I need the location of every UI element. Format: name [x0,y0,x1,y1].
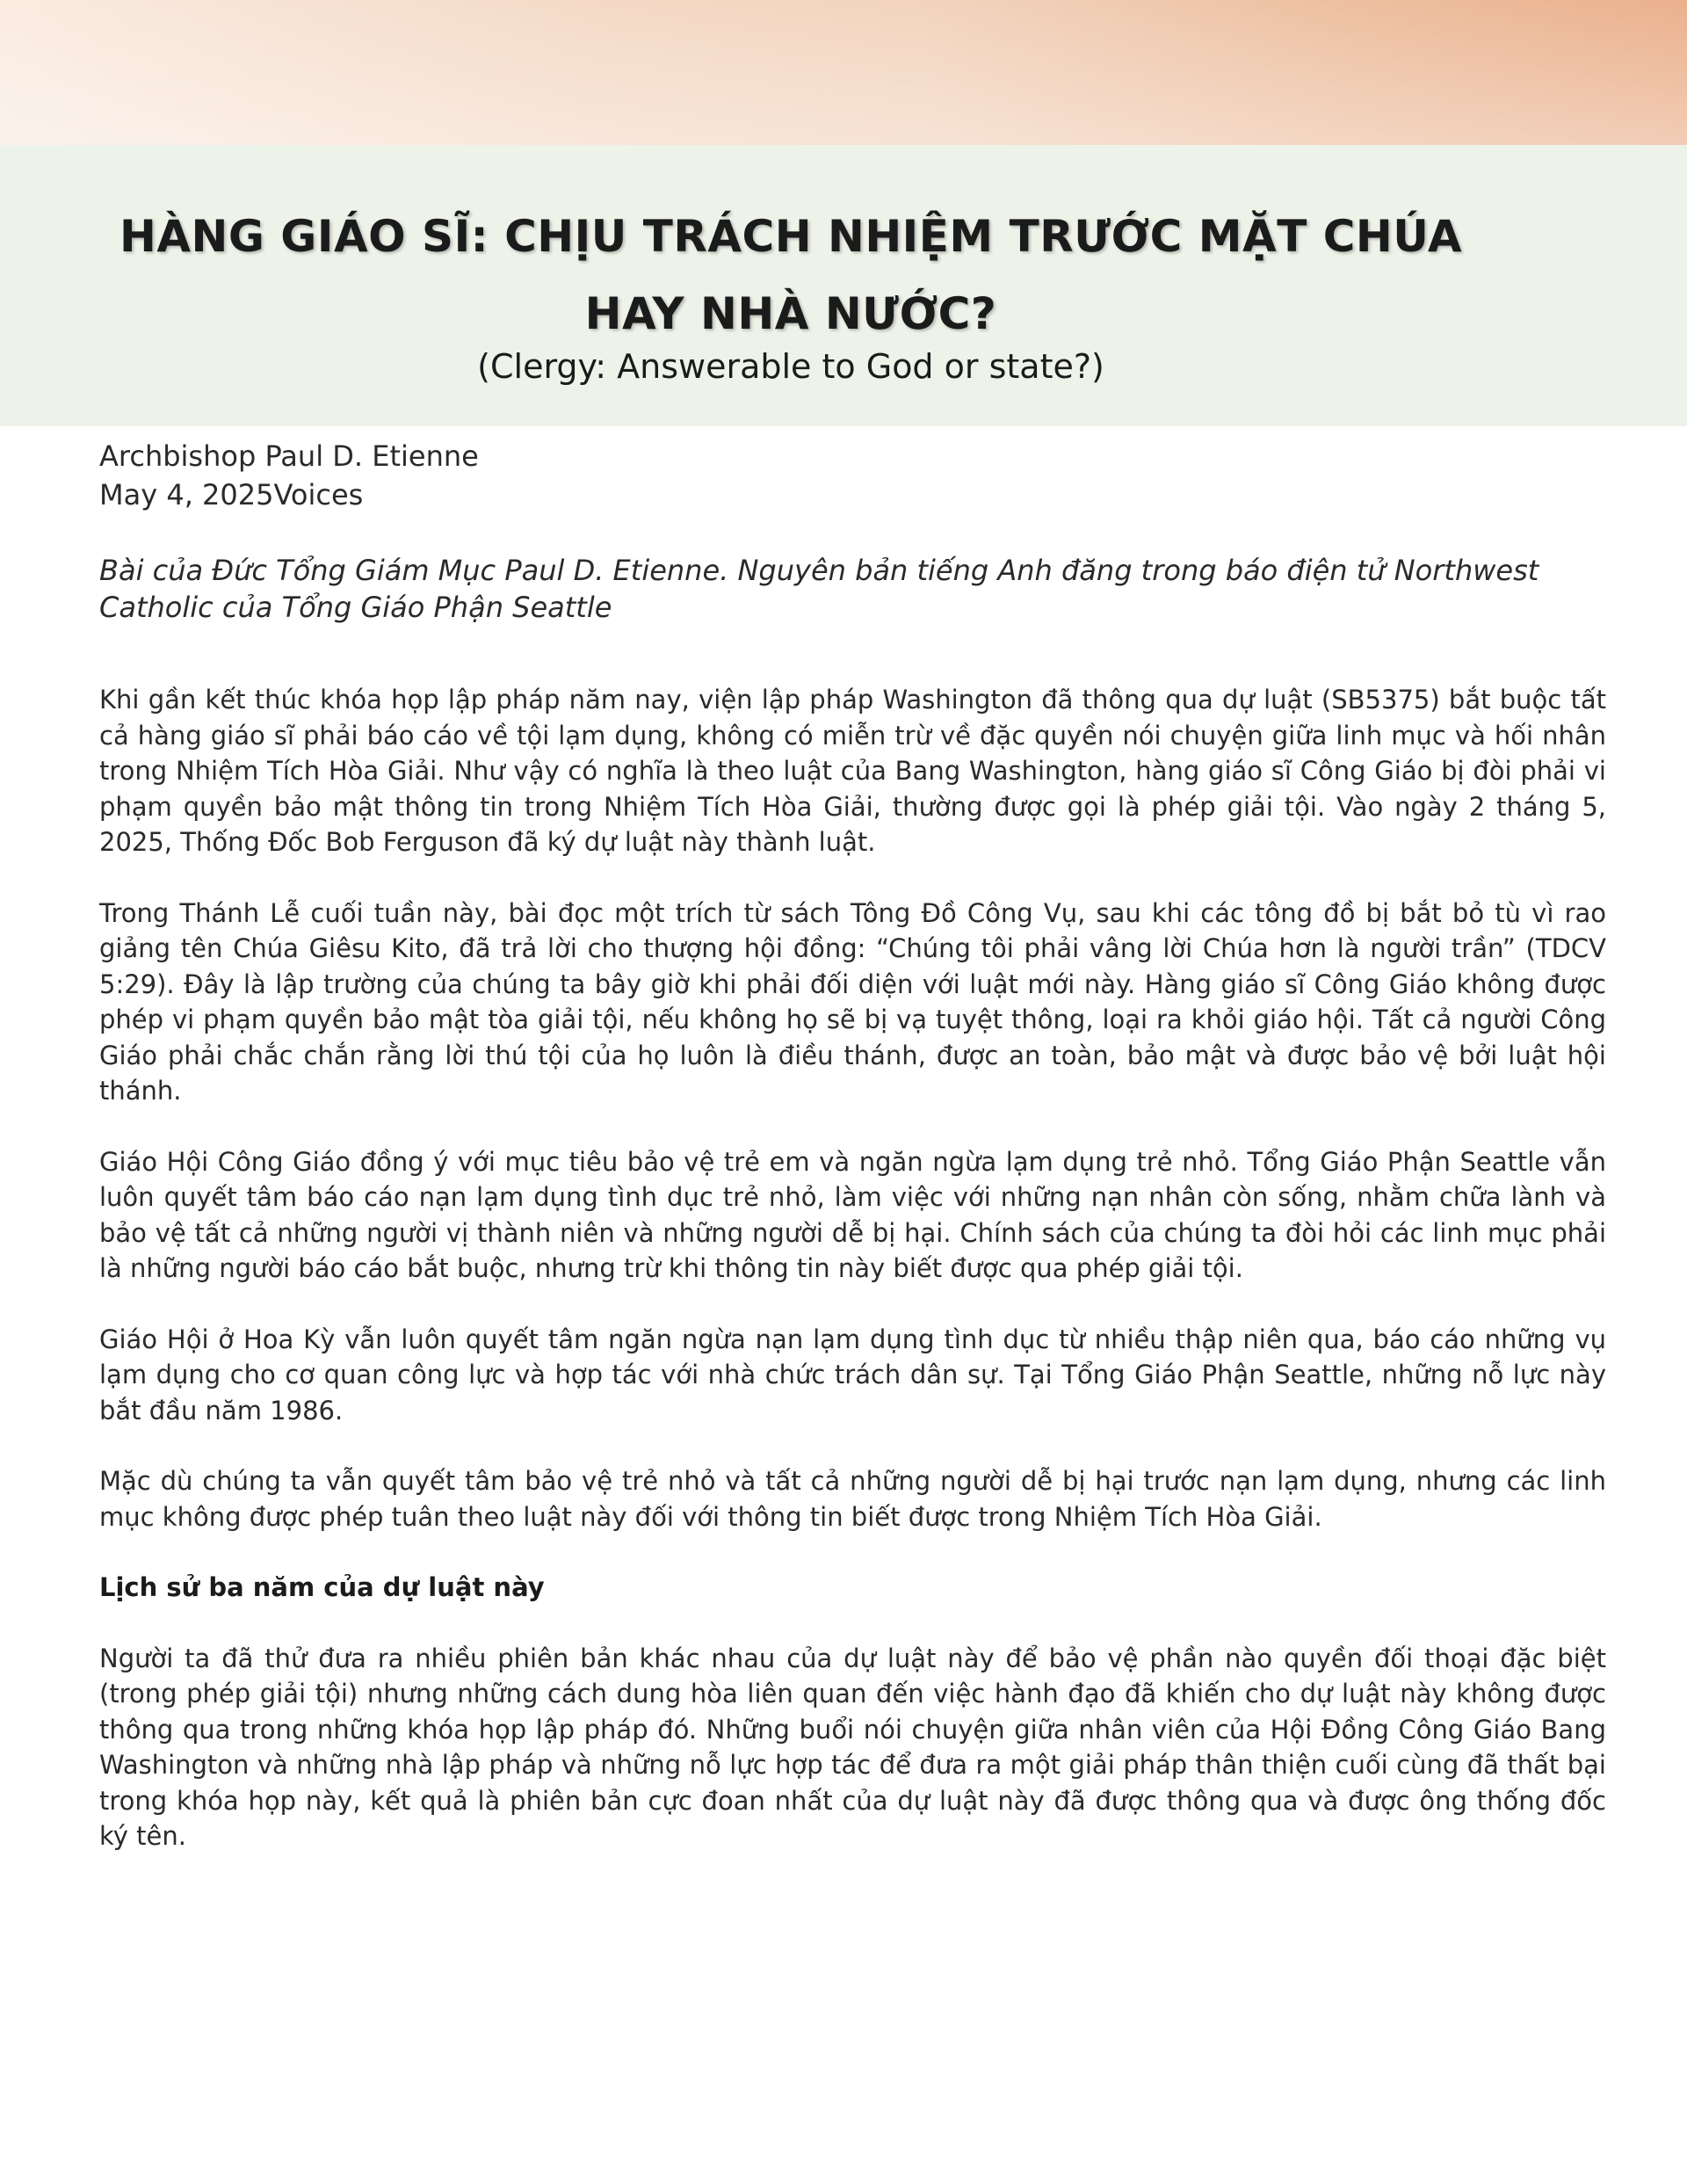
body-paragraph: Người ta đã thử đưa ra nhiều phiên bản khác nhau của dự luật này để bảo vệ phần nào quyền đối thoại đặc biệt (trong phép giải tội) nhưng những cách dung hòa liên quan đến việc hành đạo đã khiến cho dự luật này không được thông qua trong những khóa họp lập pháp đó. Những buổi nói chuyện giữa nhân viên của Hội Đồng Công Giáo Bang Washington và những nhà lập pháp và những nỗ lực hợp tác để đưa ra một giải pháp thân thiện cuối cùng đã thất bại trong khóa họp này, kết quả là phiên bản cực đoan nhất của dự luật này đã được thông qua và được ông thống đốc ký tên. [99,1643,1606,1851]
body-paragraph: Khi gần kết thúc khóa họp lập pháp năm nay, viện lập pháp Washington đã thông qua dự luật (SB5375) bắt buộc tất cả hàng giáo sĩ phải báo cáo về tội lạm dụng, không có miễn trừ về đặc quyền nói chuyện giữa linh mục và hối nhân trong Nhiệm Tích Hòa Giải. Như vậy có nghĩa là theo luật của Bang Washington, hàng giáo sĩ Công Giáo bị đòi phải vi phạm quyền bảo mật thông tin trong Nhiệm Tích Hòa Giải, thường được gọi là phép giải tội. Vào ngày 2 tháng 5, 2025, Thống Đốc Bob Ferguson đã ký dự luật này thành luật. [99,685,1606,857]
body-paragraph: Mặc dù chúng ta vẫn quyết tâm bảo vệ trẻ nhỏ và tất cả những người dễ bị hại trước nạn lạm dụng, nhưng các linh mục không được phép tuân theo luật này đối với thông tin biết được trong Nhiệm Tích Hòa Giải. [99,1466,1606,1532]
body-paragraph: Giáo Hội ở Hoa Kỳ vẫn luôn quyết tâm ngăn ngừa nạn lạm dụng tình dục từ nhiều thập niên qua, báo cáo những vụ lạm dụng cho cơ quan công lực và hợp tác với nhà chức trách dân sự. Tại Tổng Giáo Phận Seattle, những nỗ lực này bắt đầu năm 1986. [99,1324,1606,1426]
section-heading: Lịch sử ba năm của dự luật này [99,1572,545,1602]
article-intro: Bài của Đức Tổng Giám Mục Paul D. Etienne. Nguyên bản tiếng Anh đăng trong báo điện tử Northwest Catholic của Tổng Giáo Phận Seattle [99,554,1539,624]
body-paragraph: Trong Thánh Lễ cuối tuần này, bài đọc một trích từ sách Tông Đồ Công Vụ, sau khi các tông đồ bị bắt bỏ tù vì rao giảng tên Chúa Giêsu Kito, đã trả lời cho thượng hội đồng: “Chúng tôi phải vâng lời Chúa hơn là người trần” (TDCV 5:29). Đây là lập trường của chúng ta bây giờ khi phải đối diện với luật mới này. Hàng giáo sĩ Công Giáo không được phép vi phạm quyền bảo mật tòa giải tội, nếu không họ sẽ bị vạ tuyệt thông, loại ra khỏi giáo hội. Tất cả người Công Giáo phải chắc chắn rằng lời thú tội của họ luôn là điều thánh, được an toàn, bảo mật và được bảo vệ bởi luật hội thánh. [99,897,1606,1106]
article-meta [99,437,479,514]
body-paragraph: Giáo Hội Công Giáo đồng ý với mục tiêu bảo vệ trẻ em và ngăn ngừa lạm dụng trẻ nhỏ. Tổng Giáo Phận Seattle vẫn luôn quyết tâm báo cáo nạn lạm dụng tình dục trẻ nhỏ, làm việc với những nạn nhân còn sống, nhằm chữa lành và bảo vệ tất cả những người vị thành niên và những người dễ bị hại. Chính sách của chúng ta đòi hỏi các linh mục phải là những người báo cáo bắt buộc, nhưng trừ khi thông tin này biết được qua phép giải tội. [99,1146,1606,1283]
page-title: HÀNG GIÁO SĨ: CHỊU TRÁCH NHIỆM TRƯỚC MẶT CHÚA HAY NHÀ NƯỚC? [119,211,1463,339]
article-body [99,682,1606,1890]
page-subtitle: (Clergy: Answerable to God or state?) [477,347,1104,386]
author-name: Archbishop Paul D. Etienne [99,439,479,473]
date-section: May 4, 2025Voices [99,478,364,512]
decorative-header-band [0,0,1687,145]
